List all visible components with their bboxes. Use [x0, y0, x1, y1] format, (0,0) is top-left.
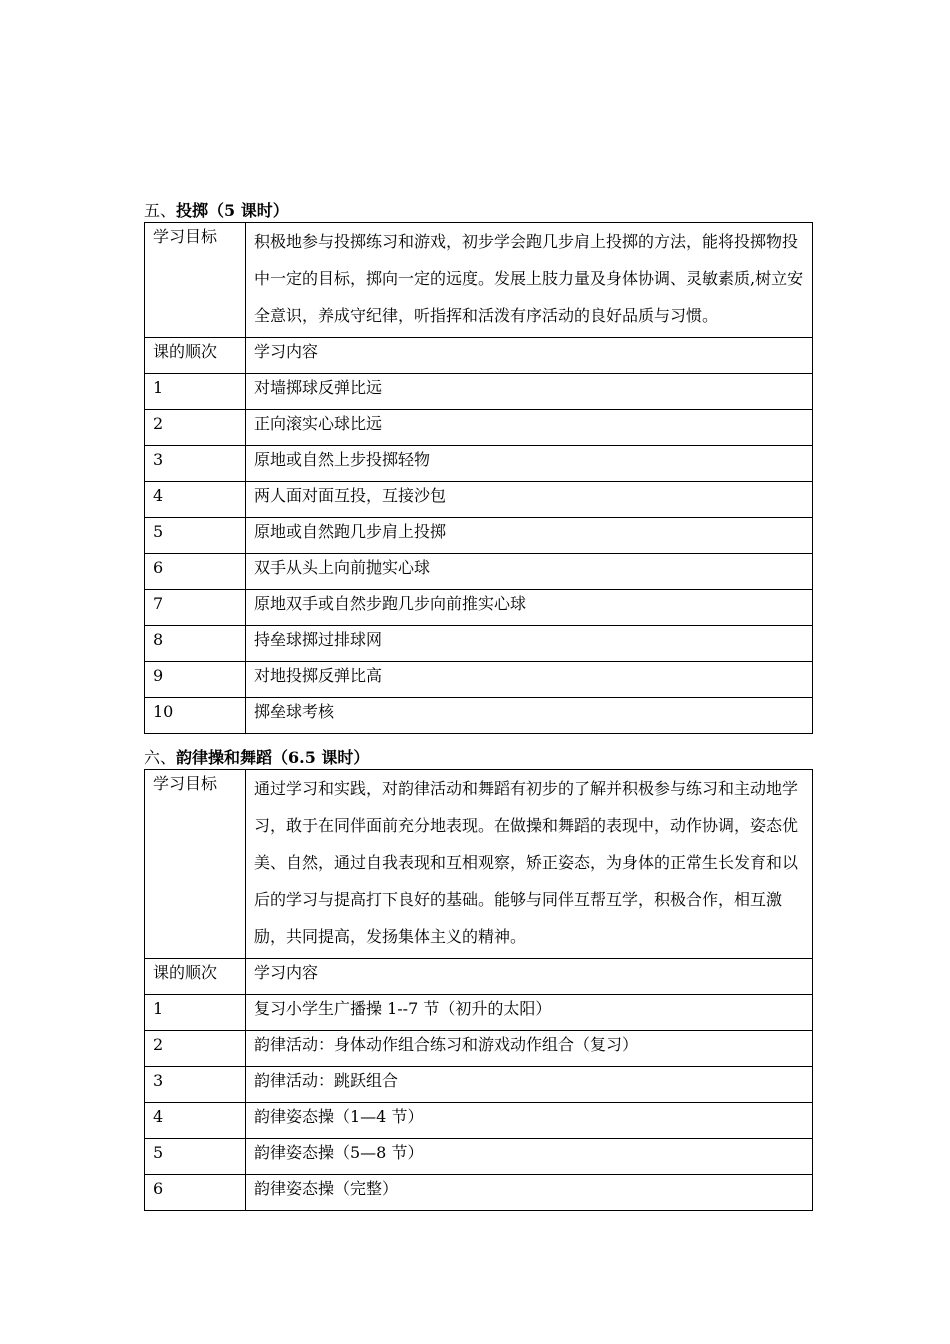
lesson-content: 原地双手或自然步跑几步向前推实心球: [246, 590, 813, 626]
table-row: [145, 698, 813, 734]
lesson-content: 韵律姿态操（5—8 节）: [246, 1139, 813, 1175]
lesson-content: 两人面对面互投，互接沙包: [246, 482, 813, 518]
goal-text: 通过学习和实践，对韵律活动和舞蹈有初步的了解并积极参与练习和主动地学习，敢于在同伴面前充分地表现。在做操和舞蹈的表现中，动作协调，姿态优美、自然，通过自我表现和互相观察，矫正姿态，为身体的正常生长发育和以后的学习与提高打下良好的基础。能够与同伴互帮互学，积极合作，相互激励，共同提高，发扬集体主义的精神。: [246, 770, 813, 959]
lesson-table: [144, 769, 813, 1211]
lesson-order: 10: [145, 698, 246, 734]
lesson-content: 原地或自然上步投掷轻物: [246, 446, 813, 482]
lesson-order: 2: [145, 410, 246, 446]
lesson-content: 双手从头上向前抛实心球: [246, 554, 813, 590]
table-row: [145, 1175, 813, 1211]
lesson-content: 原地或自然跑几步肩上投掷: [246, 518, 813, 554]
table-row: [145, 374, 813, 410]
section-title: [144, 747, 813, 769]
section-number: 六、: [144, 748, 177, 767]
lesson-order: 4: [145, 1103, 246, 1139]
lesson-order: 1: [145, 374, 246, 410]
header-row: [145, 338, 813, 374]
table-row: [145, 518, 813, 554]
section-name: 韵律操和舞蹈（6.5 课时）: [176, 748, 370, 767]
lesson-content: 韵律活动：身体动作组合练习和游戏动作组合（复习）: [246, 1031, 813, 1067]
lesson-order: 8: [145, 626, 246, 662]
lesson-order: 6: [145, 1175, 246, 1211]
lesson-content: 韵律姿态操（1—4 节）: [246, 1103, 813, 1139]
table-row: [145, 1031, 813, 1067]
lesson-order: 3: [145, 1067, 246, 1103]
section-number: 五、: [144, 201, 177, 220]
lesson-content: 正向滚实心球比远: [246, 410, 813, 446]
lesson-content: 对地投掷反弹比高: [246, 662, 813, 698]
order-header: 课的顺次: [145, 959, 246, 995]
lesson-order: 7: [145, 590, 246, 626]
goal-label: 学习目标: [145, 223, 246, 338]
table-row: [145, 1139, 813, 1175]
table-row: [145, 410, 813, 446]
lesson-order: 2: [145, 1031, 246, 1067]
table-row: [145, 590, 813, 626]
lesson-content: 掷垒球考核: [246, 698, 813, 734]
section-title: [144, 200, 813, 222]
content-header: 学习内容: [246, 959, 813, 995]
goal-label: 学习目标: [145, 770, 246, 959]
order-header: 课的顺次: [145, 338, 246, 374]
section-name: 投掷（5 课时）: [176, 201, 289, 220]
lesson-content: 复习小学生广播操 1--7 节（初升的太阳）: [246, 995, 813, 1031]
lesson-table: [144, 222, 813, 734]
content-header: 学习内容: [246, 338, 813, 374]
lesson-order: 6: [145, 554, 246, 590]
table-row: [145, 662, 813, 698]
table-row: [145, 1067, 813, 1103]
lesson-order: 3: [145, 446, 246, 482]
table-row: [145, 554, 813, 590]
goal-row: [145, 770, 813, 959]
table-row: [145, 482, 813, 518]
goal-row: [145, 223, 813, 338]
lesson-order: 1: [145, 995, 246, 1031]
table-row: [145, 626, 813, 662]
lesson-content: 持垒球掷过排球网: [246, 626, 813, 662]
lesson-content: 韵律活动：跳跃组合: [246, 1067, 813, 1103]
section-rhythmic-dance: [144, 747, 813, 1211]
lesson-order: 5: [145, 518, 246, 554]
table-row: [145, 995, 813, 1031]
lesson-order: 9: [145, 662, 246, 698]
header-row: [145, 959, 813, 995]
goal-text: 积极地参与投掷练习和游戏，初步学会跑几步肩上投掷的方法，能将投掷物投中一定的目标，掷向一定的远度。发展上肢力量及身体协调、灵敏素质,树立安全意识，养成守纪律，听指挥和活泼有序活动的良好品质与习惯。: [246, 223, 813, 338]
lesson-content: 韵律姿态操（完整）: [246, 1175, 813, 1211]
lesson-order: 4: [145, 482, 246, 518]
section-throwing: [144, 200, 813, 734]
lesson-order: 5: [145, 1139, 246, 1175]
table-row: [145, 446, 813, 482]
lesson-content: 对墙掷球反弹比远: [246, 374, 813, 410]
table-row: [145, 1103, 813, 1139]
